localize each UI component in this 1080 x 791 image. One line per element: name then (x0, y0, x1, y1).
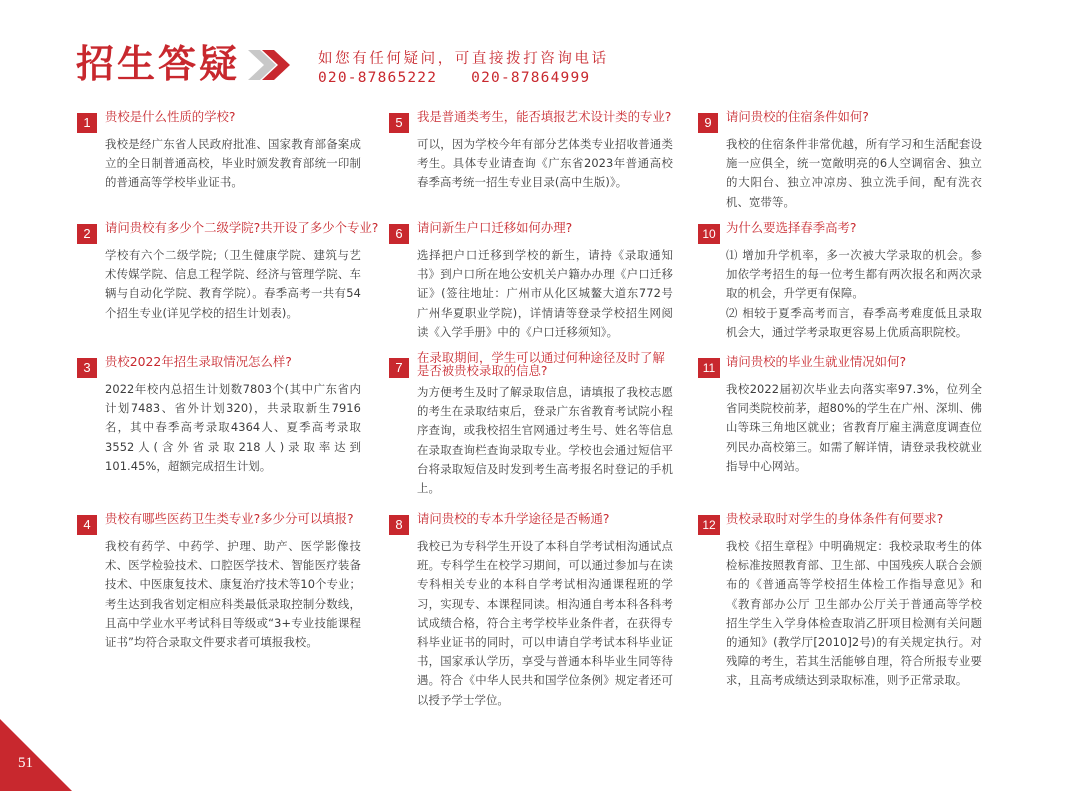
question-number-badge: 2 (77, 224, 97, 244)
answer-paragraph: 选择把户口迁移到学校的新生，请持《录取通知书》到户口所在地公安机关户籍办办理《户口迁移证》(签往地址：广州市从化区城鳌大道东772号广州华夏职业学院)，详情请等登录学校招生网阅读《入学手册》中的《户口迁移须知》。 (417, 248, 673, 339)
phone-number: 020-87864999 (471, 70, 591, 86)
question-number-badge: 6 (389, 224, 409, 244)
question-text: 请问贵校的专本升学途径是否畅通? (417, 511, 610, 526)
question-number-badge: 5 (389, 113, 409, 133)
qa-item (698, 110, 988, 212)
answer-paragraph: 我校有药学、中药学、护理、助产、医学影像技术、医学检验技术、口腔医学技术、智能医疗装备技术、中医康复技术、康复治疗技术等10个专业；考生达到我省划定相应科类最低录取控制分数线，且高中学业水平考试科目等级或“3+专业技能课程证书”均符合录取文件要求者可填报我校。 (105, 539, 361, 650)
contact-block (318, 50, 609, 87)
answer-text (726, 135, 982, 212)
qa-item (698, 512, 988, 691)
qa-item (698, 355, 988, 476)
answer-paragraph: 我校2022届初次毕业去向落实率97.3%，位列全省同类院校前茅，超80%的学生在广州、深圳、佛山等珠三角地区就业；省教育厅雇主满意度调查位列民办高校第三。如需了解详情，请登录我校就业指导中心网站。 (726, 382, 982, 473)
qa-item (77, 110, 367, 193)
answer-text (417, 246, 673, 342)
page-title: 招生答疑 (76, 42, 241, 86)
answer-paragraph: 我校是经广东省人民政府批准、国家教育部备案成立的全日制普通高校，毕业时颁发教育部统一印制的普通高等学校毕业证书。 (105, 137, 361, 190)
answer-paragraph: 我校《招生章程》中明确规定：我校录取考生的体检标准按照教育部、卫生部、中国残疾人联合会颁布的《普通高等学校招生体检工作指导意见》和《教育部办公厅 卫生部办公厅关于普通高等学校招生学生入学身体检查取消乙肝项目检测有关问题的通知》(教学厅[2010]2号)的有关规定执行。对残障的考生，若其生活能够自理，符合所报专业要求，且高考成绩达到录取标准，则予正常录取。 (726, 539, 982, 688)
question-text: 请问贵校有多少个二级学院?共开设了多少个专业? (105, 220, 379, 235)
qa-item (389, 512, 679, 710)
question-number-badge: 4 (77, 515, 97, 535)
question-text: 请问新生户口迁移如何办理? (417, 220, 573, 235)
qa-item (389, 350, 679, 498)
question-text: 请问贵校的毕业生就业情况如何? (726, 354, 907, 369)
question-number-badge: 1 (77, 113, 97, 133)
question-text: 贵校是什么性质的学校? (105, 109, 236, 124)
answer-text (417, 383, 673, 498)
answer-text (726, 246, 982, 342)
answer-text (105, 380, 361, 476)
qa-item (389, 221, 679, 342)
phone-number: 020-87865222 (318, 70, 438, 86)
answer-paragraph: 可以，因为学校今年有部分艺体类专业招收普通类考生。具体专业请查询《广东省2023年普通高校春季高考统一招生专业目录(高中生版)》。 (417, 137, 673, 190)
answer-paragraph: ⑴ 增加升学机率，多一次被大学录取的机会。参加依学考招生的每一位考生都有两次报名和两次录取的机会，升学更有保障。 (726, 248, 982, 301)
qa-item (77, 220, 379, 323)
answer-paragraph: 2022年校内总招生计划数7803个(其中广东省内计划7483、省外计划320)，共录取新生7916名，其中春季高考录取4364人、夏季高考录取3552人(含外省录取218人)录取率达到101.45%，超额完成招生计划。 (105, 382, 361, 473)
answer-text (726, 537, 982, 691)
question-number-badge: 10 (698, 224, 720, 244)
qa-item (698, 221, 988, 342)
question-number-badge: 3 (77, 358, 97, 378)
question-number-badge: 7 (389, 358, 409, 378)
contact-phones (318, 69, 609, 87)
answer-paragraph: 我校的住宿条件非常优越，所有学习和生活配套设施一应俱全，统一宽敞明亮的6人空调宿舍、独立的大阳台、独立冲凉房、独立洗手间，配有洗衣机、宽带等。 (726, 137, 982, 209)
answer-paragraph: ⑵ 相较于夏季高考而言，春季高考难度低且录取机会大，通过学考录取更容易上优质高职院校。 (726, 305, 982, 339)
question-text: 贵校录取时对学生的身体条件有何要求? (726, 511, 944, 526)
question-text: 我是普通类考生，能否填报艺术设计类的专业? (417, 109, 672, 124)
qa-item (77, 355, 367, 476)
question-text: 贵校有哪些医药卫生类专业?多少分可以填报? (105, 511, 354, 526)
page-number: 51 (18, 755, 33, 771)
answer-text (417, 537, 673, 710)
question-number-badge: 8 (389, 515, 409, 535)
corner-triangle-decoration (0, 711, 80, 791)
question-text: 请问贵校的住宿条件如何? (726, 109, 869, 124)
answer-text (105, 135, 361, 193)
answer-text (417, 135, 673, 193)
answer-paragraph: 我校已为专科学生开设了本科自学考试相沟通试点班。专科学生在校学习期间，可以通过参加与在读专科相关专业的本科自学考试相沟通课程班的学习，实现专、本课程同读。相沟通自考本科各科考试成绩合格，符合主考学校毕业条件者，在获得专科毕业证书的同时，可以申请自学考试本科毕业证书，国家承认学历，享受与普通本科毕业生同等待遇。符合《中华人民共和国学位条例》规定者还可以授予学士学位。 (417, 539, 673, 707)
contact-prompt: 如您有任何疑问，可直接拨打咨询电话 (318, 51, 609, 67)
question-text: 在录取期间，学生可以通过何种途径及时了解是否被贵校录取的信息? (417, 350, 665, 378)
answer-paragraph: 学校有六个二级学院;（卫生健康学院、建筑与艺术传媒学院、信息工程学院、经济与管理学院、车辆与自动化学院、教育学院）。春季高考一共有54个招生专业(详见学校的招生计划表)。 (105, 248, 361, 320)
qa-item (389, 110, 679, 193)
question-number-badge: 12 (698, 515, 720, 535)
chevron-arrows-icon (246, 46, 296, 84)
question-number-badge: 9 (698, 113, 718, 133)
answer-paragraph: 为方便考生及时了解录取信息，请填报了我校志愿的考生在录取结束后，登录广东省教育考试院小程序查询，或我校招生官网通过考生号、姓名等信息在录取查询栏查询录取专业。学校也会通过短信平台将录取短信及时发到考生高考报名时登记的手机上。 (417, 385, 673, 496)
qa-item (77, 512, 367, 652)
answer-text (105, 246, 361, 323)
answer-text (726, 380, 982, 476)
answer-text (105, 537, 361, 652)
question-text: 为什么要选择春季高考? (726, 220, 857, 235)
question-text: 贵校2022年招生录取情况怎么样? (105, 354, 292, 369)
question-number-badge: 11 (698, 358, 720, 378)
